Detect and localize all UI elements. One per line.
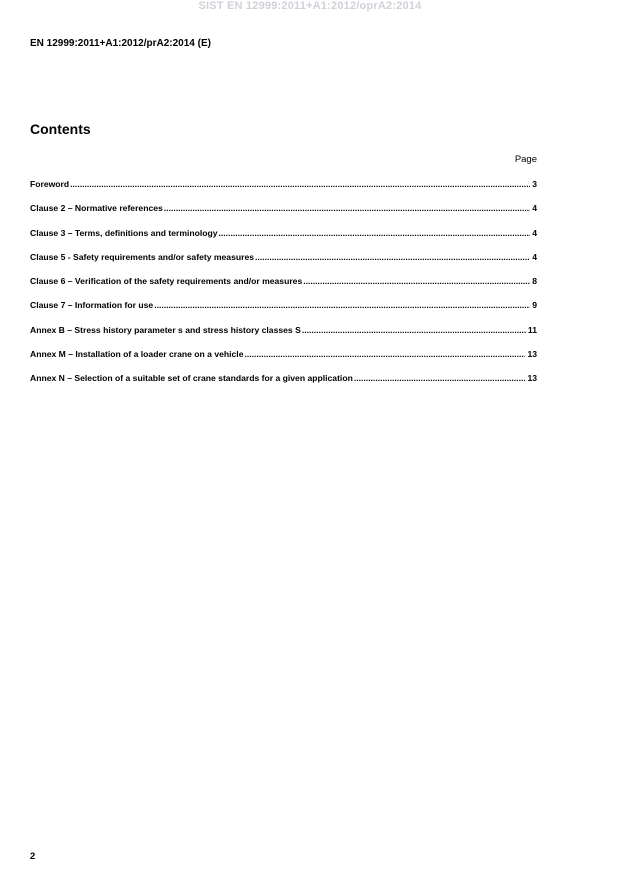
toc-entry-title: Annex N – Selection of a suitable set of crane standards for a given application — [30, 373, 353, 384]
document-header: EN 12999:2011+A1:2012/prA2:2014 (E) — [30, 38, 211, 49]
toc-entry-page: 4 — [532, 227, 537, 238]
toc-entry-page: 4 — [532, 203, 537, 214]
watermark: SIST EN 12999:2011+A1:2012/oprA2:2014 — [198, 0, 422, 12]
toc-entry-title: Clause 2 – Normative references — [30, 203, 163, 214]
toc-entry-annex-n[interactable] — [30, 373, 537, 397]
toc-leader-dots — [302, 325, 526, 335]
toc-entry-title: Clause 5 - Safety requirements and/or safety measures — [30, 251, 255, 262]
toc-entry-title: Annex B – Stress history parameter s and stress history classes S — [30, 324, 301, 335]
toc-leader-dots — [70, 179, 530, 189]
page-number: 2 — [30, 851, 36, 862]
toc-entry-page: 4 — [532, 251, 537, 262]
toc-entry-title: Foreword — [30, 179, 70, 189]
toc-entry-title: Annex M – Installation of a loader crane on a vehicle — [30, 349, 244, 360]
toc-leader-dots — [303, 276, 530, 286]
toc-entry-clause-2[interactable] — [30, 203, 537, 227]
table-of-contents — [30, 179, 537, 398]
toc-entry-clause-3[interactable] — [30, 228, 537, 252]
toc-entry-clause-7[interactable] — [30, 300, 537, 324]
toc-leader-dots — [219, 228, 531, 238]
toc-entry-annex-b[interactable] — [30, 325, 537, 349]
toc-entry-page: 11 — [527, 324, 537, 335]
toc-leader-dots — [164, 203, 530, 213]
toc-entry-title: Clause 7 – Information for use — [30, 300, 154, 311]
toc-entry-page: 13 — [527, 373, 537, 384]
toc-entry-title: Clause 3 – Terms, definitions and terminology — [30, 227, 218, 238]
toc-entry-clause-6[interactable] — [30, 276, 537, 300]
toc-leader-dots — [154, 300, 530, 310]
toc-entry-page: 13 — [527, 349, 537, 360]
toc-entry-clause-5[interactable] — [30, 252, 537, 276]
toc-entry-title: Clause 6 – Verification of the safety requirements and/or measures — [30, 276, 303, 287]
toc-entry-foreword[interactable] — [30, 179, 537, 203]
toc-leader-dots — [244, 349, 525, 359]
toc-leader-dots — [255, 252, 530, 262]
toc-entry-annex-m[interactable] — [30, 349, 537, 373]
toc-entry-page: 9 — [532, 300, 537, 311]
toc-entry-page: 3 — [532, 179, 537, 189]
contents-title: Contents — [30, 121, 91, 137]
toc-entry-page: 8 — [532, 276, 537, 287]
page-column-heading: Page — [514, 154, 537, 165]
toc-leader-dots — [354, 373, 526, 383]
